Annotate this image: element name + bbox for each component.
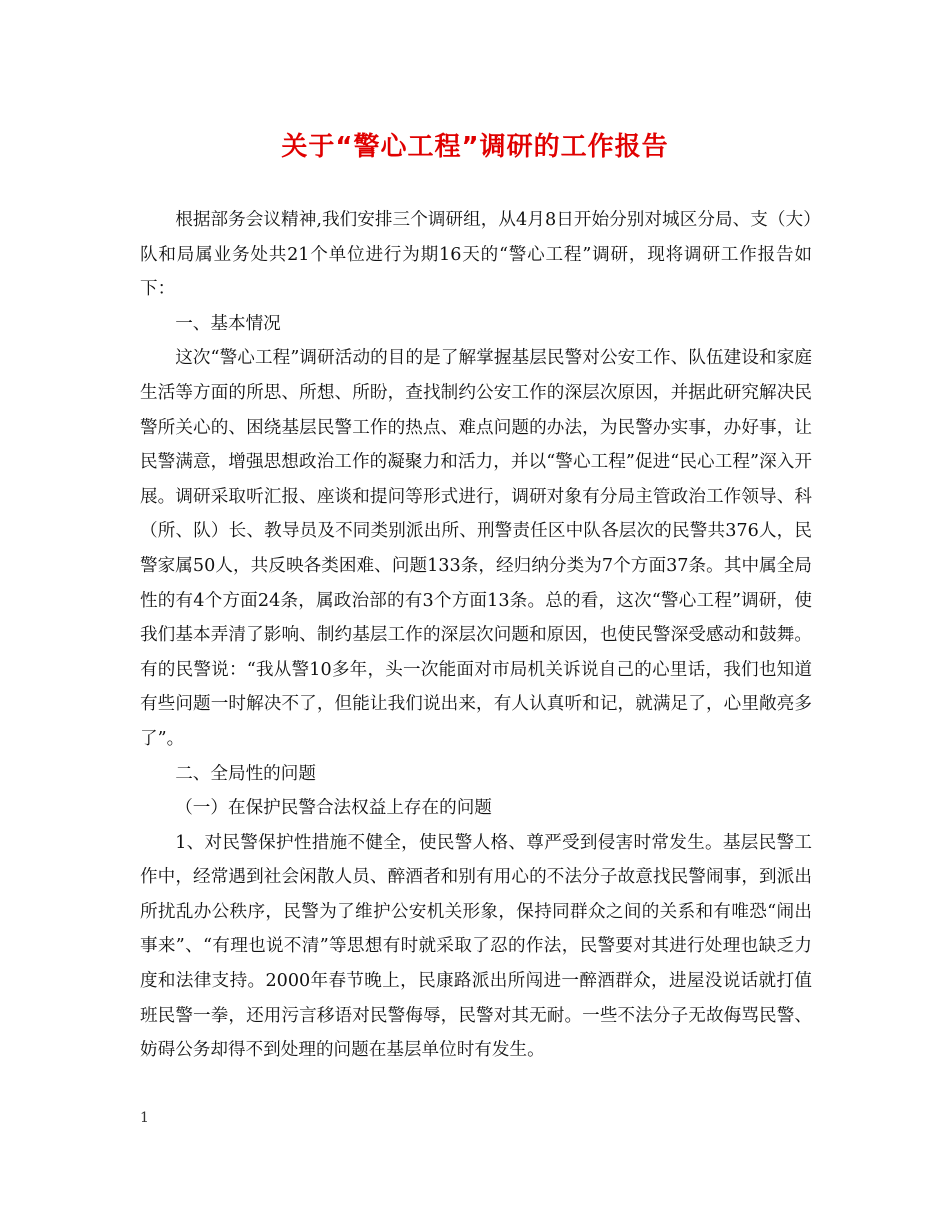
paragraph-protection-measures: 1、对民警保护性措施不健全，使民警人格、尊严受到侵害时常发生。基层民警工作中，经常遇到社会闲散人员、醉酒者和别有用心的不法分子故意找民警闹事，到派出所扰乱办公秩序，民警为了维护公安机关形象，保持同群众之间的关系和有唯恐“闹出事来”、“有理也说不清”等思想有时就采取了忍的作法，民警要对其进行处理也缺乏力度和法律支持。2000年春节晚上，民康路派出所闯进一醉酒群众，进屋没说话就打值班民警一拳，还用污言移语对民警侮辱，民警对其无耐。一些不法分子无故侮骂民警、妨碍公务却得不到处理的问题在基层单位时有发生。 — [140, 832, 812, 1061]
paragraph-intro: 根据部务会议精神,我们安排三个调研组，从4月8日开始分别对城区分局、支（大）队和局属业务处共21个单位进行为期16天的“警心工程”调研，现将调研工作报告如下： — [140, 210, 812, 300]
subsection-heading-rights-protection: （一）在保护民警合法权益上存在的问题 — [175, 798, 492, 819]
section-heading-global-issues: 二、全局性的问题 — [175, 763, 316, 784]
section-heading-basic-situation: 一、基本情况 — [175, 313, 281, 334]
document-title: 关于“警心工程”调研的工作报告 — [281, 132, 669, 162]
document-body — [140, 203, 812, 1068]
page-number: 1 — [140, 1110, 149, 1126]
paragraph-basic-situation: 这次“警心工程”调研活动的目的是了解掌握基层民警对公安工作、队伍建设和家庭生活等方面的所思、所想、所盼，查找制约公安工作的深层次原因，并据此研究解决民警所关心的、困绕基层民警工作的热点、难点问题的办法，为民警办实事，办好事，让民警满意，增强思想政治工作的凝聚力和活力，并以“警心工程”促进“民心工程”深入开展。调研采取听汇报、座谈和提问等形式进行，调研对象有分局主管政治工作领导、科（所、队）长、教导员及不同类别派出所、刑警责任区中队各层次的民警共376人，民警家属50人，共反映各类困难、问题133条，经归纳分类为7个方面37条。其中属全局性的有4个方面24条，属政治部的有3个方面13条。总的看，这次“警心工程”调研，使我们基本弄清了影响、制约基层工作的深层次问题和原因，也使民警深受感动和鼓舞。有的民警说：“我从警10多年，头一次能面对市局机关诉说自己的心里话，我们也知道有些问题一时解决不了，但能让我们说出来，有人认真听和记，就满足了，心里敞亮多了”。 — [140, 348, 812, 749]
